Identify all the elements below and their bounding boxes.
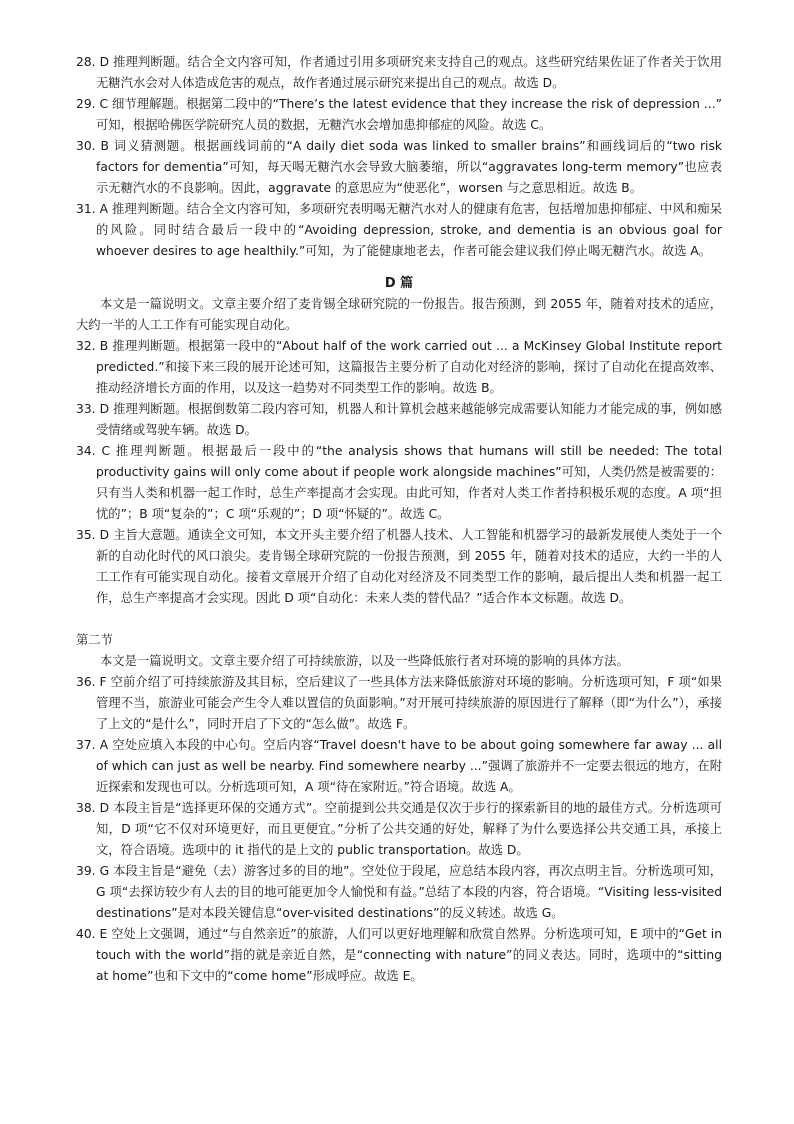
section-d-intro: 本文是一篇说明文。文章主要介绍了麦肯锡全球研究院的一份报告。报告预测，到 2055 年，随着对技术的适应，大约一半的人工工作有可能实现自动化。 xyxy=(76,297,722,332)
answer-item-35: 35. D 主旨大意题。通读全文可知，本文开头主要介绍了机器人技术、人工智能和机器学习的最新发展使人类处于一个新的自动化时代的风口浪尖。麦肯锡全球研究院的一份报告预测，到 2055 年，随着对技术的适应，大约一半的人工工作有可能实现自动化。接着文章展开介绍了自动化对经济及不同类型工作的影响，最后提出人类和机器一起工作，总生产率提高才会实现。因此 D 项“自动化：未来人类的替代品？”适合作本文标题。故选 D。 xyxy=(76,528,722,605)
section-d-title: D 篇 xyxy=(384,276,414,291)
answer-item-30: 30. B 词义猜测题。根据画线词前的“A daily diet soda was linked to smaller brains”和画线词后的“two risk factors for dementia”可知，每天喝无糖汽水会导致大脑萎缩，所以“aggravates long-term memory”也应表示无糖汽水的不良影响。因此，aggravate 的意思应为“使恶化”，worsen 与之意思相近。故选 B。 xyxy=(76,139,722,195)
answer-item-34: 34. C 推理判断题。根据最后一段中的“the analysis shows that humans will still be needed: The total productivity gains will only come about if people work alongside machines”可知，人类仍然是被需要的：只有当人类和机器一起工作时，总生产率提高才会实现。由此可知，作者对人类工作者持积极乐观的态度。A 项“担忧的”；B 项“复杂的”；C 项“乐观的”；D 项“怀疑的”。故选 C。 xyxy=(76,444,722,521)
answer-item-32: 32. B 推理判断题。根据第一段中的“About half of the work carried out ... a McKinsey Global Institute report predicted.”和接下来三段的展开论述可知，这篇报告主要分析了自动化对经济的影响，探讨了自动化在提高效率、推动经济增长方面的作用，以及这一趋势对不同类型工作的影响。故选 B。 xyxy=(76,339,722,395)
answer-item-39: 39. G 本段主旨是“避免（去）游客过多的目的地”。空处位于段尾，应总结本段内容，再次点明主旨。分析选项可知，G 项“去探访较少有人去的目的地可能更加令人愉悦和有益。”总结了本段的内容，符合语境。“Visiting less-visited destinations”是对本段关键信息“over-visited destinations”的反义转述。故选 G。 xyxy=(76,864,722,920)
answer-item-33: 33. D 推理判断题。根据倒数第二段内容可知，机器人和计算机会越来越能够完成需要认知能力才能完成的事，例如感受情绪或驾驶车辆。故选 D。 xyxy=(76,402,722,437)
answer-item-28: 28. D 推理判断题。结合全文内容可知，作者通过引用多项研究来支持自己的观点。这些研究结果佐证了作者关于饮用无糖汽水会对人体造成危害的观点，故作者通过展示研究来提出自己的观点。故选 D。 xyxy=(76,55,722,90)
answer-item-31: 31. A 推理判断题。结合全文内容可知，多项研究表明喝无糖汽水对人的健康有危害，包括增加患抑郁症、中风和痴呆的风险。同时结合最后一段中的“Avoiding depression, stroke, and dementia is an obvious goal for whoever desires to age healthily.”可知，为了能健康地老去，作者可能会建议我们停止喝无糖汽水。故选 A。 xyxy=(76,202,722,258)
answer-explanation-page xyxy=(76,52,722,987)
answer-item-29: 29. C 细节理解题。根据第二段中的“There’s the latest evidence that they increase the risk of depression ...” 可知，根据哈佛医学院研究人员的数据，无糖汽水会增加患抑郁症的风险。故选 C。 xyxy=(76,97,722,132)
answer-item-38: 38. D 本段主旨是“选择更环保的交通方式”。空前提到公共交通是仅次于步行的探索新目的地的最佳方式。分析选项可知，D 项“它不仅对环境更好，而且更便宜。”分析了公共交通的好处，解释了为什么要选择公共交通工具，承接上文，符合语境。选项中的 it 指代的是上文的 public transportation。故选 D。 xyxy=(76,801,722,857)
answer-item-40: 40. E 空处上文强调，通过“与自然亲近”的旅游，人们可以更好地理解和欣赏自然界。分析选项可知，E 项中的“Get in touch with the world”指的就是亲近自然，是“connecting with nature”的同义表达。同时，选项中的“sitting at home”也和下文中的“come home”形成呼应。故选 E。 xyxy=(76,927,722,983)
answer-item-36: 36. F 空前介绍了可持续旅游及其目标，空后建议了一些具体方法来降低旅游对环境的影响。分析选项可知，F 项“如果管理不当，旅游业可能会产生令人难以置信的负面影响。”对开展可持续旅游的原因进行了解释（即“为什么”），承接了上文的“是什么”，同时开启了下文的“怎么做”。故选 F。 xyxy=(76,675,722,731)
part-two-title: 第二节 xyxy=(76,633,113,647)
answer-item-37: 37. A 空处应填入本段的中心句。空后内容“Travel doesn't have to be about going somewhere far away ... all of which can just as well be nearby. Find somewhere nearby ...”强调了旅游并不一定要去很远的地方，在附近探索和发现也可以。分析选项可知，A 项“待在家附近。”符合语境。故选 A。 xyxy=(76,738,722,794)
part-two-intro: 本文是一篇说明文。文章主要介绍了可持续旅游，以及一些降低旅行者对环境的影响的具体方法。 xyxy=(100,654,629,668)
